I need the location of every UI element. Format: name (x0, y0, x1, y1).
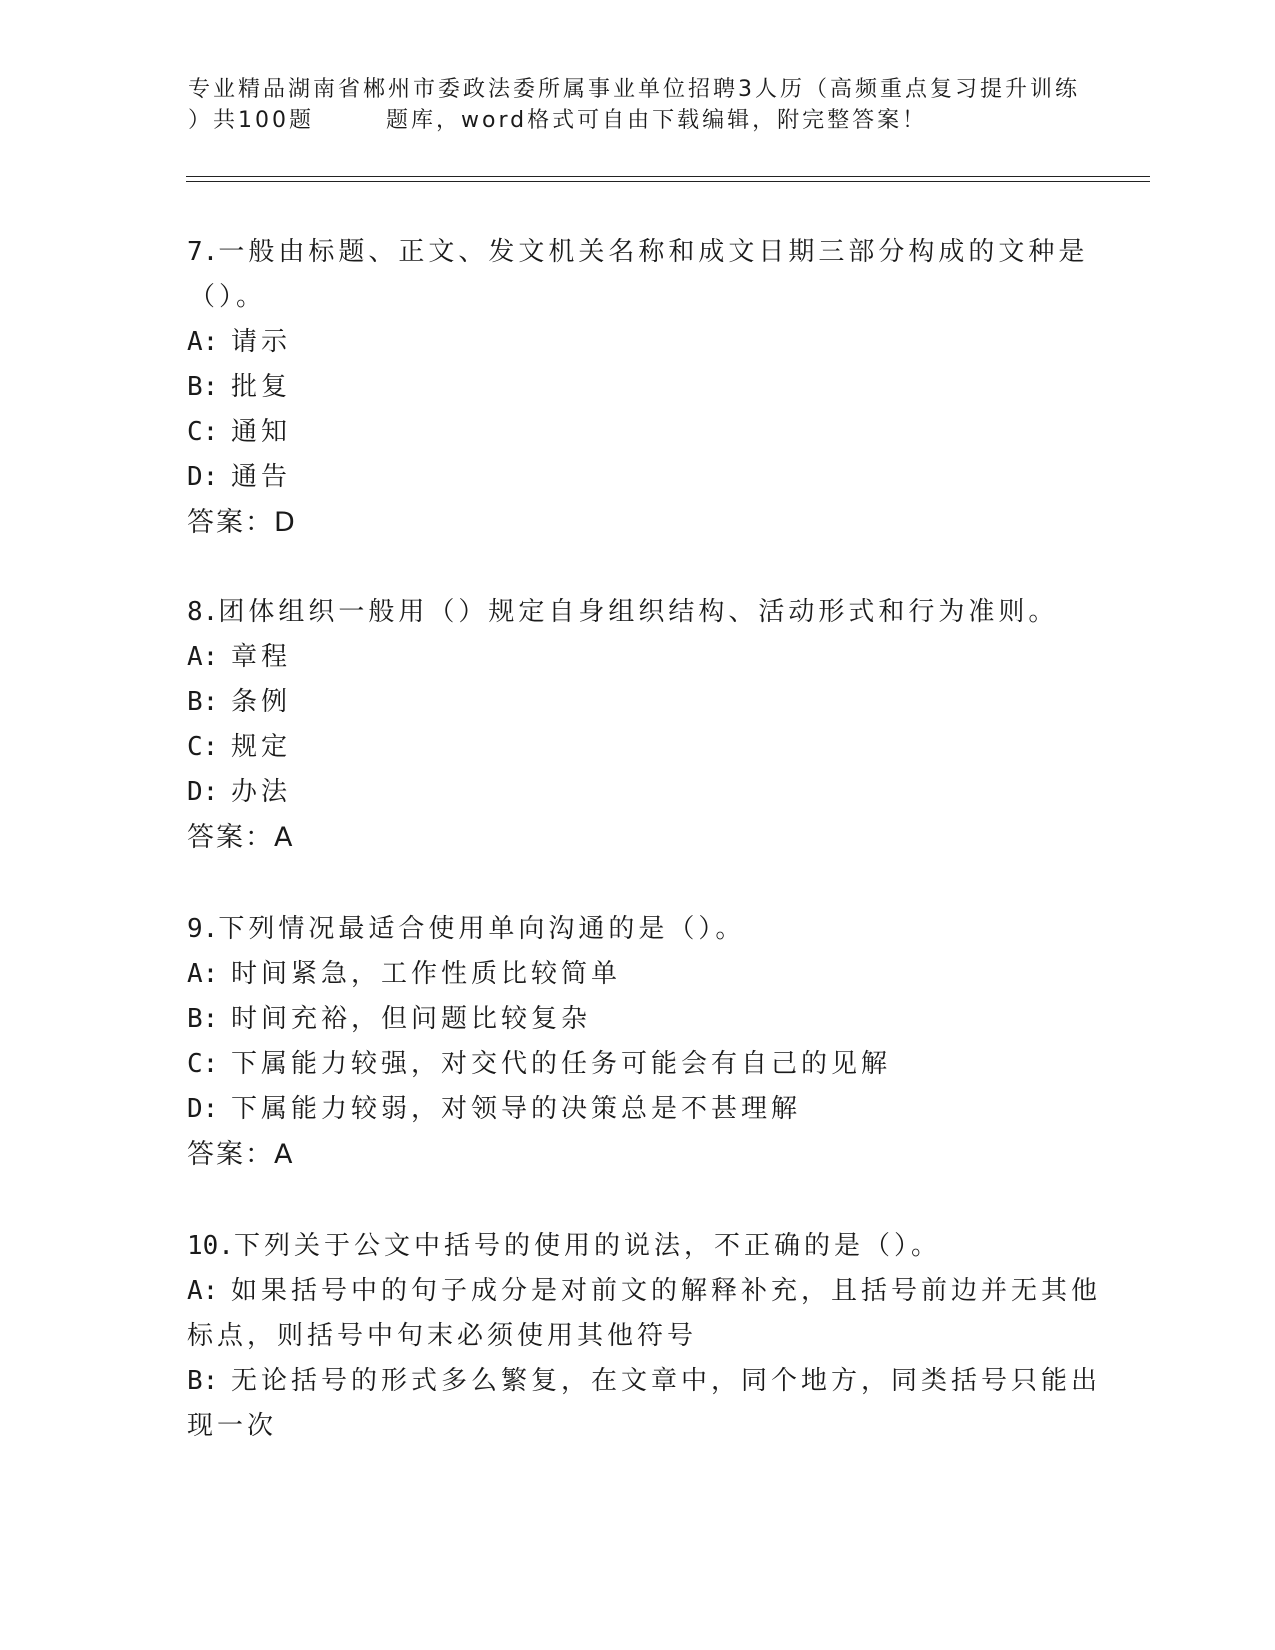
option-a (187, 1269, 1102, 1314)
option-key: D: (187, 777, 219, 807)
header-divider-bottom (186, 181, 1150, 182)
answer: 答案：A (187, 1139, 295, 1170)
option-text: 批复 (231, 372, 292, 402)
option-a (187, 635, 1087, 680)
option-b-continuation: 现一次 (187, 1411, 278, 1441)
question-7 (187, 230, 1087, 545)
document-header (188, 74, 1108, 136)
option-a (187, 320, 1087, 365)
question-stem (187, 907, 1087, 952)
option-b (187, 365, 1087, 410)
option-a-continuation: 标点，则括号中句末必须使用其他符号 (187, 1321, 698, 1351)
answer: 答案：A (187, 822, 295, 853)
option-text: 通告 (231, 462, 292, 492)
option-d (187, 770, 1087, 815)
question-number: 10. (187, 1231, 234, 1261)
option-key: C: (187, 1049, 219, 1079)
option-text: 下属能力较弱，对领导的决策总是不甚理解 (231, 1094, 802, 1124)
option-text: 下属能力较强，对交代的任务可能会有自己的见解 (231, 1049, 892, 1079)
question-stem-text: 下列情况最适合使用单向沟通的是（）。 (218, 914, 746, 944)
header-subtitle-line (188, 105, 1108, 136)
option-b (187, 1359, 1102, 1404)
option-text: 无论括号的形式多么繁复，在文章中，同个地方，同类括号只能出 (231, 1366, 1102, 1396)
option-a (187, 952, 1087, 997)
header-count: ）共100题 (188, 108, 314, 133)
option-text: 如果括号中的句子成分是对前文的解释补充，且括号前边并无其他 (231, 1276, 1102, 1306)
question-10 (187, 1224, 1102, 1449)
question-9 (187, 907, 1087, 1177)
option-key: B: (187, 372, 219, 402)
question-stem (187, 230, 1087, 275)
header-note: 题库，word格式可自由下载编辑，附完整答案！ (386, 108, 928, 133)
question-stem-text: 团体组织一般用（）规定自身组织结构、活动形式和行为准则。 (218, 597, 1059, 627)
option-key: B: (187, 1004, 219, 1034)
option-text: 办法 (231, 777, 292, 807)
option-key: A: (187, 327, 219, 357)
question-stem-continuation: （）。 (189, 282, 267, 312)
option-text: 章程 (231, 642, 292, 672)
option-key: B: (187, 687, 219, 717)
header-divider-top (186, 176, 1150, 177)
option-c (187, 725, 1087, 770)
question-number: 9. (187, 914, 219, 944)
option-b (187, 680, 1087, 725)
question-stem (187, 1224, 1087, 1269)
option-text: 时间紧急，工作性质比较简单 (231, 959, 622, 989)
option-b (187, 997, 1087, 1042)
option-key: C: (187, 417, 219, 447)
option-text: 时间充裕，但问题比较复杂 (231, 1004, 592, 1034)
option-d (187, 1087, 1087, 1132)
option-d (187, 455, 1087, 500)
option-key: A: (187, 1276, 219, 1306)
option-key: A: (187, 642, 219, 672)
question-number: 8. (187, 597, 219, 627)
option-c (187, 410, 1087, 455)
question-stem-text: 下列关于公文中括号的使用的说法，不正确的是（）。 (233, 1231, 941, 1261)
option-text: 请示 (231, 327, 292, 357)
header-title-line: 专业精品湖南省郴州市委政法委所属事业单位招聘3人历（高频重点复习提升训练 (188, 77, 1080, 102)
question-8 (187, 590, 1087, 860)
option-text: 规定 (231, 732, 292, 762)
question-stem (187, 590, 1087, 635)
option-key: B: (187, 1366, 219, 1396)
option-key: A: (187, 959, 219, 989)
answer: 答案：D (187, 507, 297, 538)
option-c (187, 1042, 1087, 1087)
option-key: D: (187, 1094, 219, 1124)
option-text: 条例 (231, 687, 292, 717)
option-text: 通知 (231, 417, 292, 447)
question-stem-text: 一般由标题、正文、发文机关名称和成文日期三部分构成的文种是 (218, 237, 1089, 267)
option-key: D: (187, 462, 219, 492)
option-key: C: (187, 732, 219, 762)
question-number: 7. (187, 237, 219, 267)
